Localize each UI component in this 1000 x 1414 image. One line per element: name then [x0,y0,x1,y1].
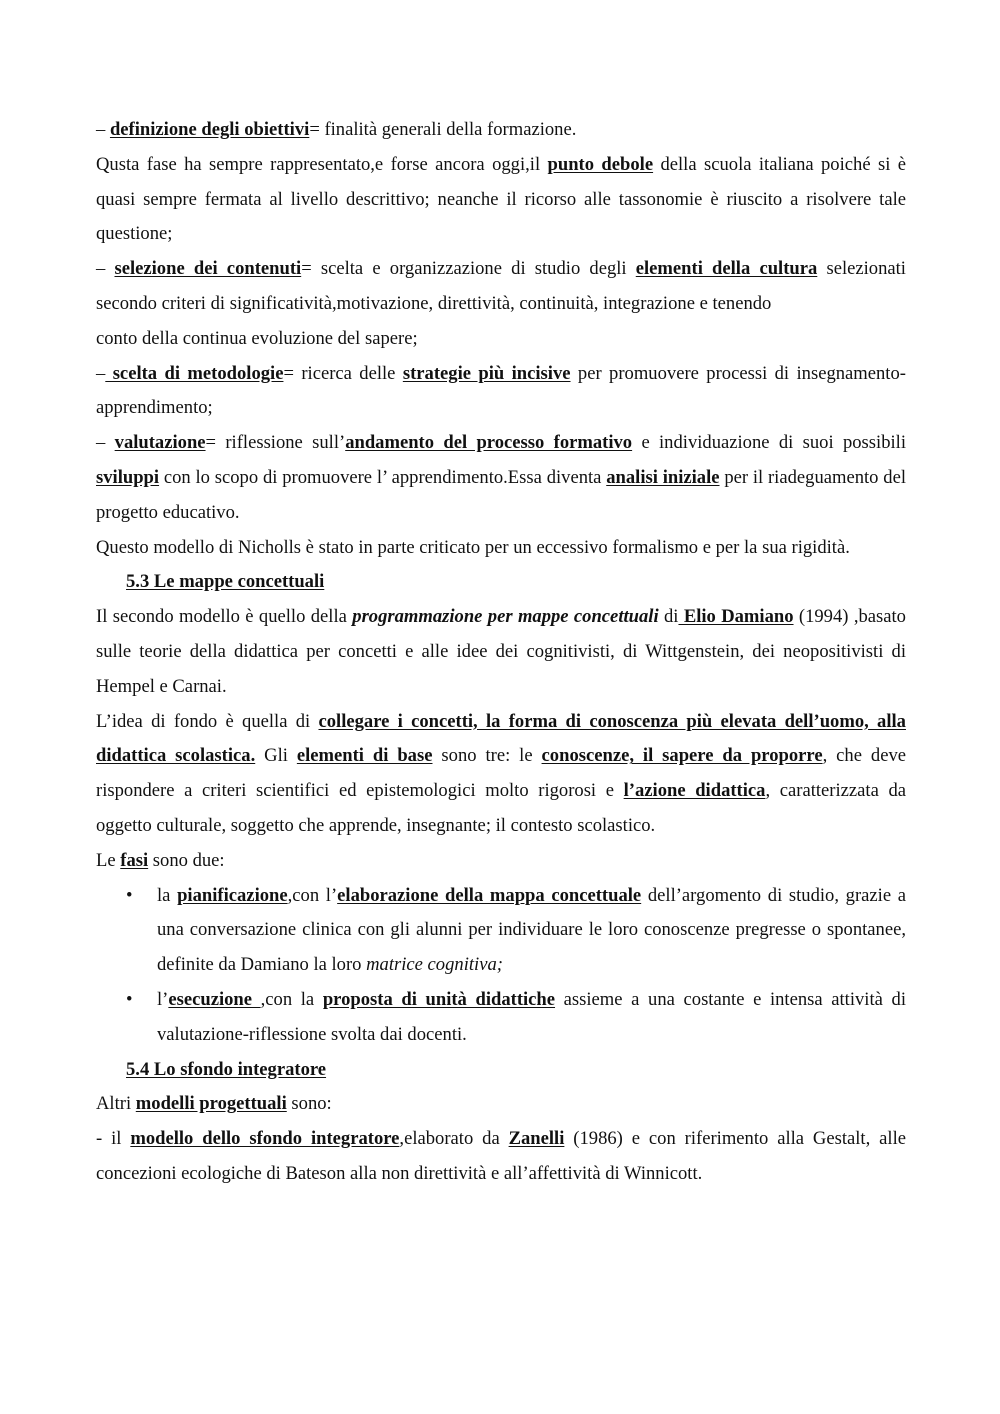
text: = finalità generali della formazione. [309,119,577,140]
term-developments: sviluppi [96,466,160,488]
nicholls-paragraph: Questo modello di Nicholls è stato in parte criticato per un eccessivo formalismo e per la sua rigidità. [96,536,850,558]
term-culture-elements: elementi della cultura [635,258,818,280]
term-process: andamento del processo formativo [345,432,633,454]
text: la [157,884,178,906]
text: della scuola italiana poiché si è quasi sempre fermata al livello descrittivo; neanche il ricorso alle tassonomie è riuscito a risolvere tale questione; [96,153,907,245]
phases-list [96,879,906,1053]
term-elio-damiano: Elio Damiano [678,606,794,628]
dash: – [96,362,106,384]
term-integrator-model: modello dello sfondo integratore [130,1128,400,1150]
text: sono tre: le [432,745,542,767]
text: Il secondo modello è quello della [96,606,353,628]
term-strategies: strategie più incisive [402,362,571,384]
text: per il riadeguamento del progetto educativo. [96,466,906,523]
heading-text: 5.4 Lo sfondo integratore [126,1058,327,1080]
contents-paragraph [96,252,906,322]
methodology-paragraph [96,357,906,427]
evaluation-paragraph [96,426,906,530]
dash: – [96,432,115,454]
text: ,elaborato da [399,1128,509,1150]
text: di [658,606,679,628]
text: e individuazione di suoi possibili [632,432,906,454]
term-initial-analysis: analisi iniziale [606,466,720,488]
term-connect-concepts: collegare i concetti, la forma di conoscenza più elevata dell’uomo, alla didattica scolastica. [96,710,906,767]
list-item [96,983,906,1053]
text: L’idea di fondo è quella di [96,710,319,732]
text: Qusta fase ha sempre rappresentato,e forse ancora oggi,il [96,153,548,175]
term-methodology: scelta di metodologie [105,362,284,384]
text: ,con la [260,988,323,1010]
knowledge-evolution-paragraph: conto della continua evoluzione del sapere; [96,327,418,349]
term-objectives: definizione degli obiettivi [109,119,310,140]
models-paragraph [96,1087,906,1122]
text: = scelta e organizzazione di studio degli [301,258,636,280]
term-zanelli: Zanelli [508,1128,565,1150]
text: sono due: [148,849,225,871]
term-map-elaboration: elaborazione della mappa concettuale [337,884,642,906]
term-phases: fasi [120,849,149,871]
text: Le [96,849,121,871]
term-didactic-units: proposta di unità didattiche [322,988,556,1010]
text: = ricerca delle [283,362,403,384]
term-execution: esecuzione [168,988,261,1010]
term-design-models: modelli progettuali [135,1093,287,1115]
text: (1986) e con riferimento alla Gestalt, alle concezioni ecologiche di Bateson alla non direttività e all’affettività di Winnicott. [96,1128,906,1184]
section-heading-5-4 [96,1053,906,1088]
text: - il [96,1128,131,1150]
text: Gli [255,745,297,767]
text: = riflessione sull’ [205,432,346,454]
objectives-paragraph [96,113,906,148]
core-idea-paragraph [96,705,906,844]
text: con lo scopo di promuovere l’ apprendimento.Essa diventa [159,466,607,488]
text: , che deve rispondere a criteri scientifici ed epistemologici molto rigorosi e [96,745,907,802]
text: dell’argomento di studio, grazie a una conversazione clinica con gli alunni per individuare le loro conoscenze pregresse o spontanee, definite da Damiano la loro [157,884,906,976]
phases-paragraph [96,844,906,879]
text: sono: [286,1093,332,1115]
section-heading-5-3 [96,565,906,600]
term-weak-point: punto debole [547,153,654,175]
text: per promuovere processi di insegnamento-apprendimento; [96,362,906,419]
bullet-icon: • [126,988,133,1010]
text: ,con l’ [287,884,338,906]
term-cognitive-matrix: matrice cognitiva; [366,954,503,976]
text: Altri [96,1093,136,1115]
integrator-paragraph [96,1122,906,1192]
bullet-icon: • [126,884,133,906]
text: , caratterizzata da oggetto culturale, soggetto che apprende, insegnante; il contesto scolastico. [96,780,906,836]
term-base-elements: elementi di base [296,745,433,767]
text: l’ [157,988,169,1010]
heading-text: 5.3 Le mappe concettuali [126,571,325,593]
document-page [96,113,906,1192]
list-item [96,879,906,983]
term-planning: pianificazione [177,884,288,906]
term-knowledge: conoscenze, il sapere da proporre [541,745,823,767]
dash: – [96,258,115,280]
text: (1994) ,basato sulle teorie della didattica per concetti e alle idee dei cognitivisti, di Wittgenstein, dei neopositivisti di Hempel e Carnai. [96,606,906,697]
text: assieme a una costante e intensa attività di valutazione-riflessione svolta dai docenti. [157,988,906,1045]
term-evaluation: valutazione [114,432,206,454]
term-concept-maps: programmazione per mappe concettuali [352,606,659,628]
text: selezionati secondo criteri di significatività,motivazione, direttività, continuità, integrazione e tenendo [96,258,906,314]
term-didactic-action: l’azione didattica [623,780,766,802]
weak-point-paragraph [96,148,906,252]
term-contents: selezione dei contenuti [114,258,302,280]
dash: – [96,119,110,140]
concept-maps-paragraph [96,600,906,704]
